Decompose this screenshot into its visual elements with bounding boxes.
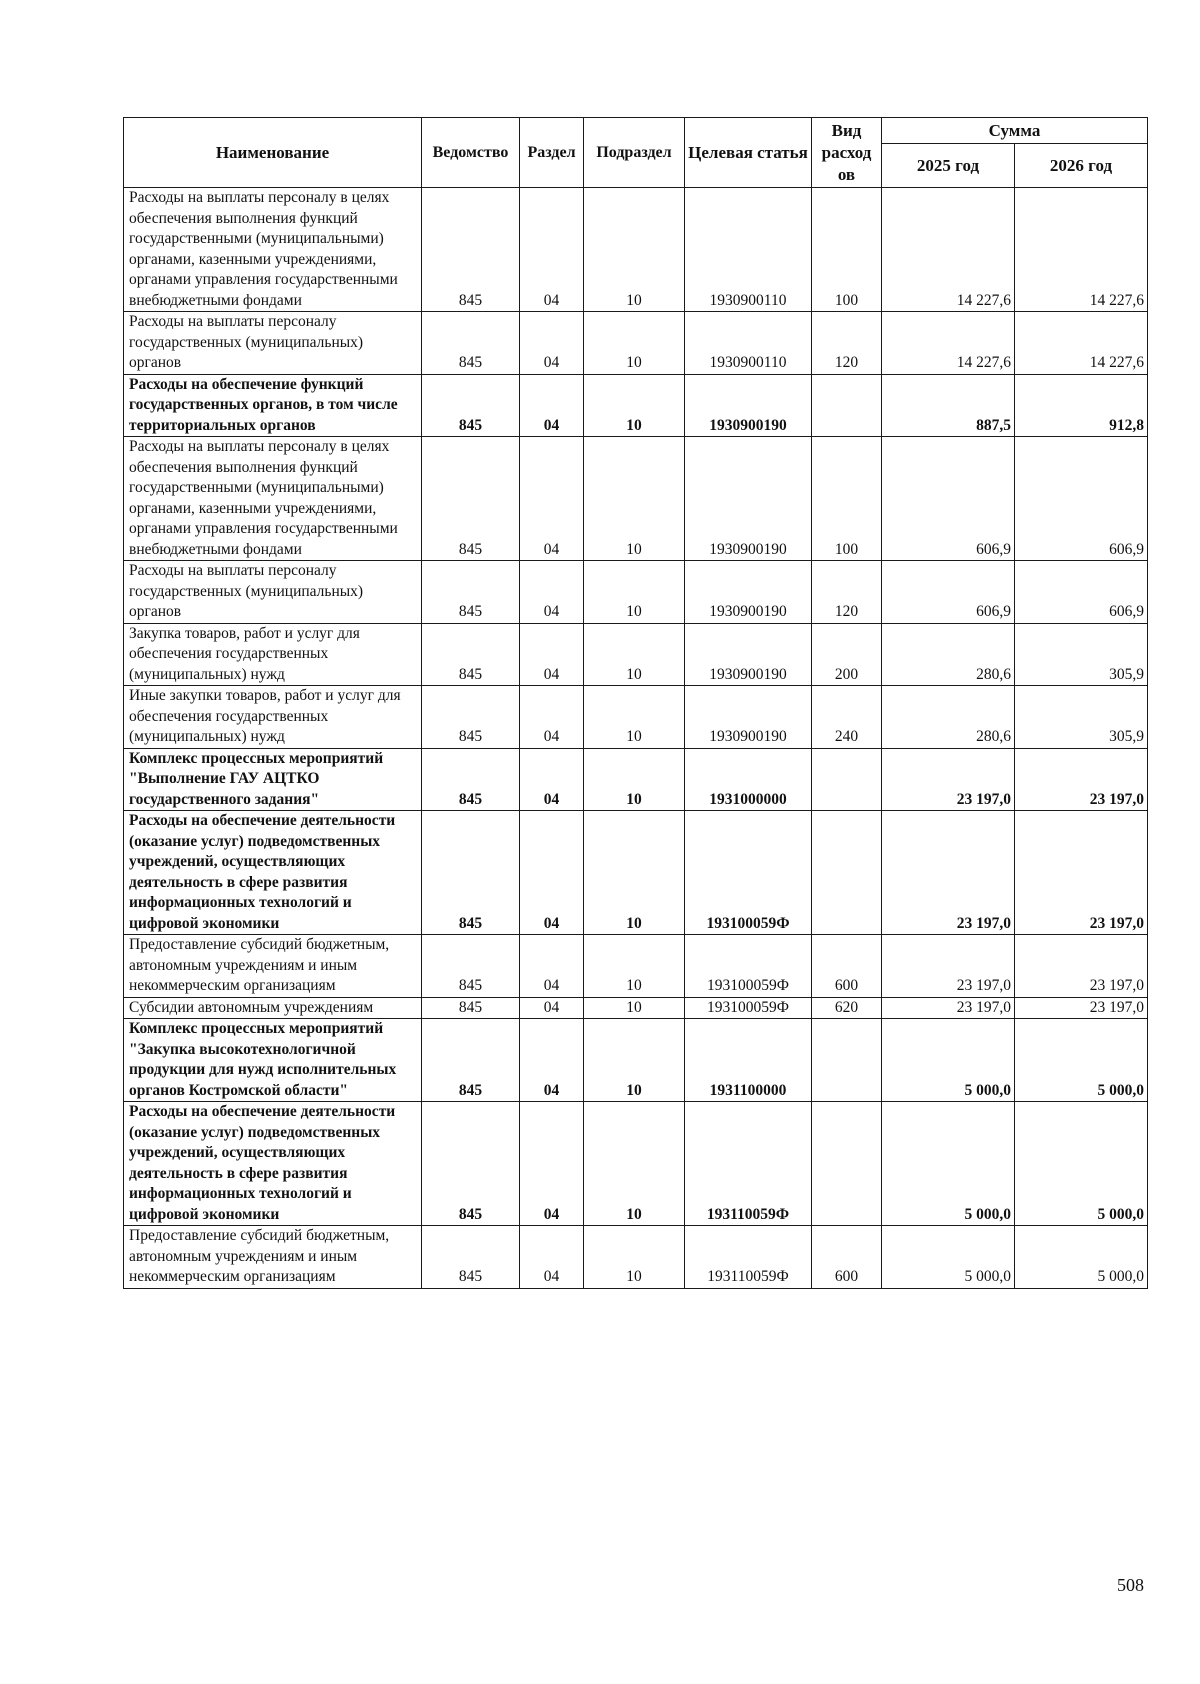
row-sum-2025-cell: 5 000,0 [882, 1102, 1015, 1226]
row-razdel-cell: 04 [520, 374, 584, 437]
row-celevaya-statya-cell: 1930900190 [685, 561, 812, 624]
header-year-2025: 2025 год [882, 144, 1015, 188]
table-row [124, 437, 1148, 561]
row-sum-2025-cell: 887,5 [882, 374, 1015, 437]
row-sum-2026-cell: 23 197,0 [1015, 811, 1148, 935]
row-name-cell: Расходы на выплаты персоналу в целях обеспечения выполнения функций государственными (муниципальными) органами, казенными учреждениями, органами управления государственными внебюджетными фондами [124, 188, 422, 312]
header-podrazdel: Подраздел [584, 118, 685, 188]
row-celevaya-statya-cell: 1930900110 [685, 312, 812, 375]
row-vedomstvo-cell: 845 [422, 188, 520, 312]
row-vedomstvo-cell: 845 [422, 312, 520, 375]
row-podrazdel-cell: 10 [584, 312, 685, 375]
row-sum-2026-cell: 5 000,0 [1015, 1019, 1148, 1102]
table-body [124, 188, 1148, 1289]
row-vid-rashodov-cell: 600 [812, 935, 882, 998]
row-vid-rashodov-cell [812, 1102, 882, 1226]
row-vid-rashodov-cell: 100 [812, 437, 882, 561]
row-vid-rashodov-cell: 600 [812, 1226, 882, 1289]
header-year-2026: 2026 год [1015, 144, 1148, 188]
row-sum-2026-cell: 14 227,6 [1015, 312, 1148, 375]
table-row [124, 935, 1148, 998]
row-sum-2025-cell: 23 197,0 [882, 748, 1015, 811]
row-vid-rashodov-cell: 240 [812, 686, 882, 749]
row-vedomstvo-cell: 845 [422, 623, 520, 686]
row-vedomstvo-cell: 845 [422, 997, 520, 1019]
header-vedomstvo: Ведомство [422, 118, 520, 188]
row-sum-2025-cell: 23 197,0 [882, 811, 1015, 935]
row-razdel-cell: 04 [520, 935, 584, 998]
row-podrazdel-cell: 10 [584, 1226, 685, 1289]
row-podrazdel-cell: 10 [584, 1102, 685, 1226]
row-razdel-cell: 04 [520, 811, 584, 935]
row-razdel-cell: 04 [520, 188, 584, 312]
row-razdel-cell: 04 [520, 748, 584, 811]
row-sum-2025-cell: 23 197,0 [882, 997, 1015, 1019]
row-celevaya-statya-cell: 193100059Ф [685, 811, 812, 935]
row-name-cell: Расходы на выплаты персоналу государственных (муниципальных) органов [124, 312, 422, 375]
row-vedomstvo-cell: 845 [422, 686, 520, 749]
row-sum-2025-cell: 23 197,0 [882, 935, 1015, 998]
page-number: 508 [1117, 1575, 1144, 1595]
table-row [124, 997, 1148, 1019]
table-row [124, 1226, 1148, 1289]
row-vid-rashodov-cell [812, 748, 882, 811]
row-celevaya-statya-cell: 1930900190 [685, 686, 812, 749]
row-podrazdel-cell: 10 [584, 561, 685, 624]
row-name-cell: Комплекс процессных мероприятий "Закупка высокотехнологичной продукции для нужд исполнительных органов Костромской области" [124, 1019, 422, 1102]
row-vid-rashodov-cell: 120 [812, 561, 882, 624]
row-razdel-cell: 04 [520, 623, 584, 686]
row-sum-2025-cell: 5 000,0 [882, 1226, 1015, 1289]
row-podrazdel-cell: 10 [584, 437, 685, 561]
row-celevaya-statya-cell: 1930900190 [685, 437, 812, 561]
row-celevaya-statya-cell: 193100059Ф [685, 997, 812, 1019]
row-name-cell: Расходы на обеспечение деятельности (оказание услуг) подведомственных учреждений, осуществляющих деятельность в сфере развития информационных технологий и цифровой экономики [124, 811, 422, 935]
row-vid-rashodov-cell [812, 811, 882, 935]
row-celevaya-statya-cell: 1931000000 [685, 748, 812, 811]
row-razdel-cell: 04 [520, 1102, 584, 1226]
row-razdel-cell: 04 [520, 686, 584, 749]
row-razdel-cell: 04 [520, 1226, 584, 1289]
row-podrazdel-cell: 10 [584, 1019, 685, 1102]
table-row [124, 623, 1148, 686]
row-vid-rashodov-cell: 100 [812, 188, 882, 312]
table-row [124, 686, 1148, 749]
row-name-cell: Расходы на выплаты персоналу государственных (муниципальных) органов [124, 561, 422, 624]
row-razdel-cell: 04 [520, 312, 584, 375]
row-celevaya-statya-cell: 193100059Ф [685, 935, 812, 998]
row-sum-2026-cell: 606,9 [1015, 561, 1148, 624]
row-podrazdel-cell: 10 [584, 748, 685, 811]
row-celevaya-statya-cell: 193110059Ф [685, 1102, 812, 1226]
row-vid-rashodov-cell: 200 [812, 623, 882, 686]
row-name-cell: Иные закупки товаров, работ и услуг для обеспечения государственных (муниципальных) нужд [124, 686, 422, 749]
row-sum-2026-cell: 23 197,0 [1015, 748, 1148, 811]
row-razdel-cell: 04 [520, 561, 584, 624]
row-podrazdel-cell: 10 [584, 188, 685, 312]
row-sum-2026-cell: 606,9 [1015, 437, 1148, 561]
table-header-row [124, 118, 1148, 144]
row-sum-2025-cell: 280,6 [882, 623, 1015, 686]
row-vid-rashodov-cell: 620 [812, 997, 882, 1019]
row-celevaya-statya-cell: 193110059Ф [685, 1226, 812, 1289]
header-name: Наименование [124, 118, 422, 188]
row-vedomstvo-cell: 845 [422, 1226, 520, 1289]
header-razdel: Раздел [520, 118, 584, 188]
row-sum-2025-cell: 14 227,6 [882, 312, 1015, 375]
row-name-cell: Предоставление субсидий бюджетным, автономным учреждениям и иным некоммерческим организациям [124, 1226, 422, 1289]
row-sum-2025-cell: 606,9 [882, 561, 1015, 624]
table-row [124, 561, 1148, 624]
row-razdel-cell: 04 [520, 997, 584, 1019]
row-celevaya-statya-cell: 1930900110 [685, 188, 812, 312]
row-podrazdel-cell: 10 [584, 997, 685, 1019]
row-podrazdel-cell: 10 [584, 374, 685, 437]
row-vedomstvo-cell: 845 [422, 437, 520, 561]
row-vid-rashodov-cell [812, 374, 882, 437]
row-sum-2026-cell: 14 227,6 [1015, 188, 1148, 312]
row-vid-rashodov-cell: 120 [812, 312, 882, 375]
header-vid-rashodov: Вид расход ов [812, 118, 882, 188]
row-sum-2026-cell: 23 197,0 [1015, 935, 1148, 998]
row-vedomstvo-cell: 845 [422, 748, 520, 811]
row-podrazdel-cell: 10 [584, 935, 685, 998]
row-name-cell: Субсидии автономным учреждениям [124, 997, 422, 1019]
row-vedomstvo-cell: 845 [422, 1019, 520, 1102]
row-razdel-cell: 04 [520, 437, 584, 561]
row-celevaya-statya-cell: 1931100000 [685, 1019, 812, 1102]
row-vedomstvo-cell: 845 [422, 374, 520, 437]
row-celevaya-statya-cell: 1930900190 [685, 623, 812, 686]
row-sum-2026-cell: 305,9 [1015, 623, 1148, 686]
table-row [124, 811, 1148, 935]
row-podrazdel-cell: 10 [584, 811, 685, 935]
row-sum-2026-cell: 305,9 [1015, 686, 1148, 749]
row-sum-2026-cell: 912,8 [1015, 374, 1148, 437]
row-vedomstvo-cell: 845 [422, 811, 520, 935]
row-razdel-cell: 04 [520, 1019, 584, 1102]
row-vedomstvo-cell: 845 [422, 561, 520, 624]
row-celevaya-statya-cell: 1930900190 [685, 374, 812, 437]
header-summa: Сумма [882, 118, 1148, 144]
row-name-cell: Расходы на выплаты персоналу в целях обеспечения выполнения функций государственными (муниципальными) органами, казенными учреждениями, органами управления государственными внебюджетными фондами [124, 437, 422, 561]
budget-table [123, 117, 1148, 1289]
row-vedomstvo-cell: 845 [422, 935, 520, 998]
row-vedomstvo-cell: 845 [422, 1102, 520, 1226]
table-row [124, 1019, 1148, 1102]
table-row [124, 748, 1148, 811]
row-sum-2025-cell: 14 227,6 [882, 188, 1015, 312]
row-sum-2025-cell: 280,6 [882, 686, 1015, 749]
row-name-cell: Закупка товаров, работ и услуг для обеспечения государственных (муниципальных) нужд [124, 623, 422, 686]
row-sum-2026-cell: 5 000,0 [1015, 1102, 1148, 1226]
row-vid-rashodov-cell [812, 1019, 882, 1102]
row-name-cell: Предоставление субсидий бюджетным, автономным учреждениям и иным некоммерческим организациям [124, 935, 422, 998]
row-sum-2026-cell: 23 197,0 [1015, 997, 1148, 1019]
header-celevaya-statya: Целевая статья [685, 118, 812, 188]
row-podrazdel-cell: 10 [584, 623, 685, 686]
row-name-cell: Расходы на обеспечение деятельности (оказание услуг) подведомственных учреждений, осуществляющих деятельность в сфере развития информационных технологий и цифровой экономики [124, 1102, 422, 1226]
row-sum-2025-cell: 5 000,0 [882, 1019, 1015, 1102]
row-podrazdel-cell: 10 [584, 686, 685, 749]
row-name-cell: Комплекс процессных мероприятий "Выполнение ГАУ АЦТКО государственного задания" [124, 748, 422, 811]
row-sum-2026-cell: 5 000,0 [1015, 1226, 1148, 1289]
table-row [124, 312, 1148, 375]
row-sum-2025-cell: 606,9 [882, 437, 1015, 561]
table-row [124, 374, 1148, 437]
row-name-cell: Расходы на обеспечение функций государственных органов, в том числе территориальных органов [124, 374, 422, 437]
table-row [124, 1102, 1148, 1226]
table-row [124, 188, 1148, 312]
